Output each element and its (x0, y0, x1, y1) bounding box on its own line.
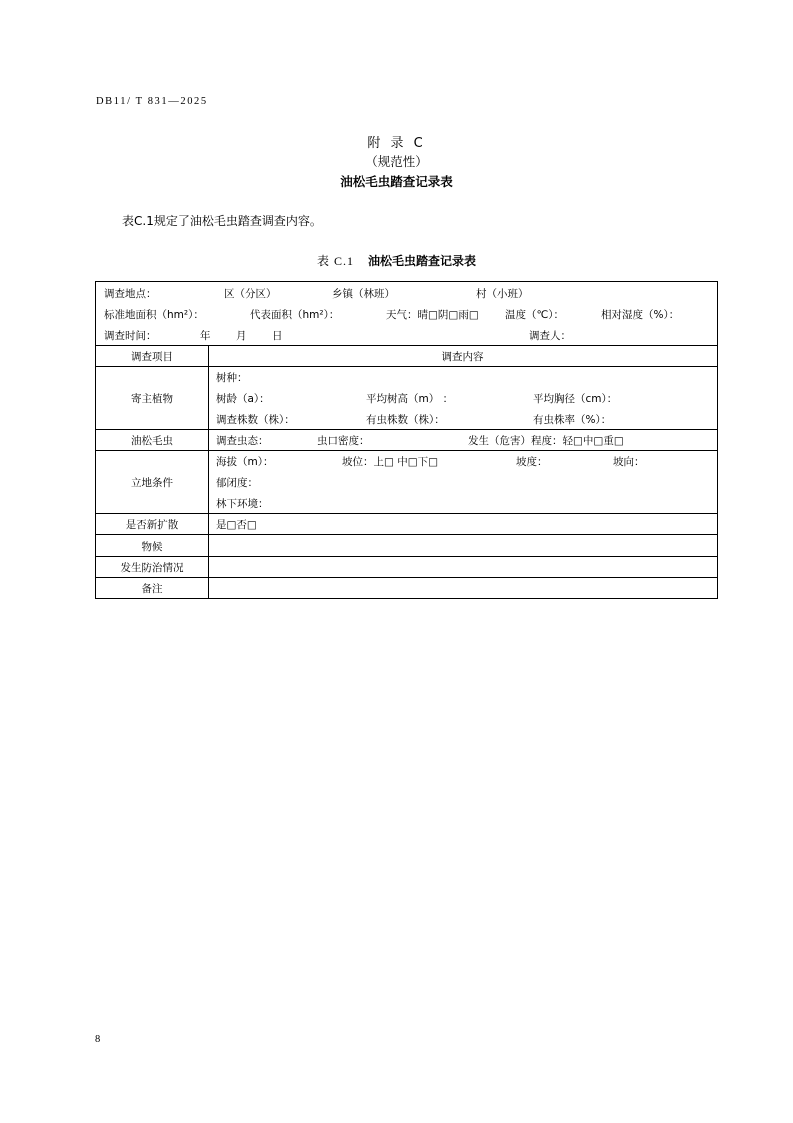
site-conditions-label: 立地条件 (131, 477, 173, 489)
table-rule (96, 429, 717, 430)
appendix-type: （规范性） (365, 154, 428, 169)
understory-label: 林下环境： (216, 498, 269, 510)
altitude-label: 海拔（m）： (216, 456, 274, 468)
temperature-label: 温度（℃）： (505, 309, 565, 321)
table-rule (96, 577, 717, 578)
represent-area-label: 代表面积（hm²）： (250, 309, 340, 321)
weather-label: 天气：晴□阴□雨□ (386, 309, 479, 321)
slope-aspect-label: 坡向： (613, 456, 645, 468)
pest-label: 油松毛虫 (131, 435, 173, 447)
district-label: 区（分区） (224, 288, 277, 300)
surveyor-label: 调查人： (529, 330, 571, 342)
survey-time-label: 调查时间： (104, 330, 157, 342)
canopy-density-label: 郁闭度： (216, 477, 258, 489)
table-title: 油松毛虫踏查记录表 (368, 254, 477, 268)
record-table (95, 281, 718, 599)
table-caption (0, 252, 793, 269)
damage-level-label: 发生（危害）程度：轻□中□重□ (468, 435, 624, 447)
slope-degree-label: 坡度： (516, 456, 548, 468)
header-item: 调查项目 (131, 351, 173, 363)
header-content: 调查内容 (441, 351, 484, 363)
table-rule (96, 556, 717, 557)
infestation-rate-label: 有虫株率（%）： (533, 414, 612, 426)
humidity-label: 相对湿度（%）： (601, 309, 680, 321)
month-label: 月 (236, 330, 247, 342)
tree-age-label: 树龄（a）： (216, 393, 270, 405)
avg-height-label: 平均树高（m） ： (366, 393, 454, 405)
column-divider (208, 345, 209, 599)
control-status-label: 发生防治情况 (120, 562, 184, 574)
slope-position-label: 坡位：上□ 中□下□ (342, 456, 439, 468)
village-label: 村（小班） (476, 288, 529, 300)
table-rule (96, 450, 717, 451)
pest-stage-label: 调查虫态： (216, 435, 269, 447)
township-label: 乡镇（林班） (332, 288, 395, 300)
page-number: 8 (95, 1034, 101, 1045)
remarks-label: 备注 (141, 583, 163, 595)
plot-area-label: 标准地面积（hm²）： (104, 309, 204, 321)
appendix-name: 油松毛虫踏查记录表 (340, 174, 453, 189)
document-id: DB11/ T 831—2025 (96, 96, 208, 107)
table-rule (96, 345, 717, 346)
tree-species-label: 树种： (216, 372, 248, 384)
survey-location-label: 调查地点： (104, 288, 157, 300)
table-rule (96, 366, 717, 367)
surveyed-trees-label: 调查株数（株）： (216, 414, 295, 426)
table-rule (96, 534, 717, 535)
day-label: 日 (272, 330, 283, 342)
year-label: 年 (200, 330, 211, 342)
new-spread-label: 是否新扩散 (125, 519, 179, 531)
table-rule (96, 513, 717, 514)
table-number: 表 C.1 (316, 254, 354, 268)
appendix-title: 附 录 C (367, 136, 426, 151)
host-plant-label: 寄主植物 (131, 393, 173, 405)
avg-dbh-label: 平均胸径（cm）： (533, 393, 618, 405)
intro-paragraph: 表C.1规定了油松毛虫踏查调查内容。 (122, 214, 322, 228)
new-spread-options: 是□否□ (216, 519, 257, 531)
pest-density-label: 虫口密度： (317, 435, 370, 447)
infested-trees-label: 有虫株数（株）： (366, 414, 445, 426)
phenology-label: 物候 (141, 541, 163, 553)
